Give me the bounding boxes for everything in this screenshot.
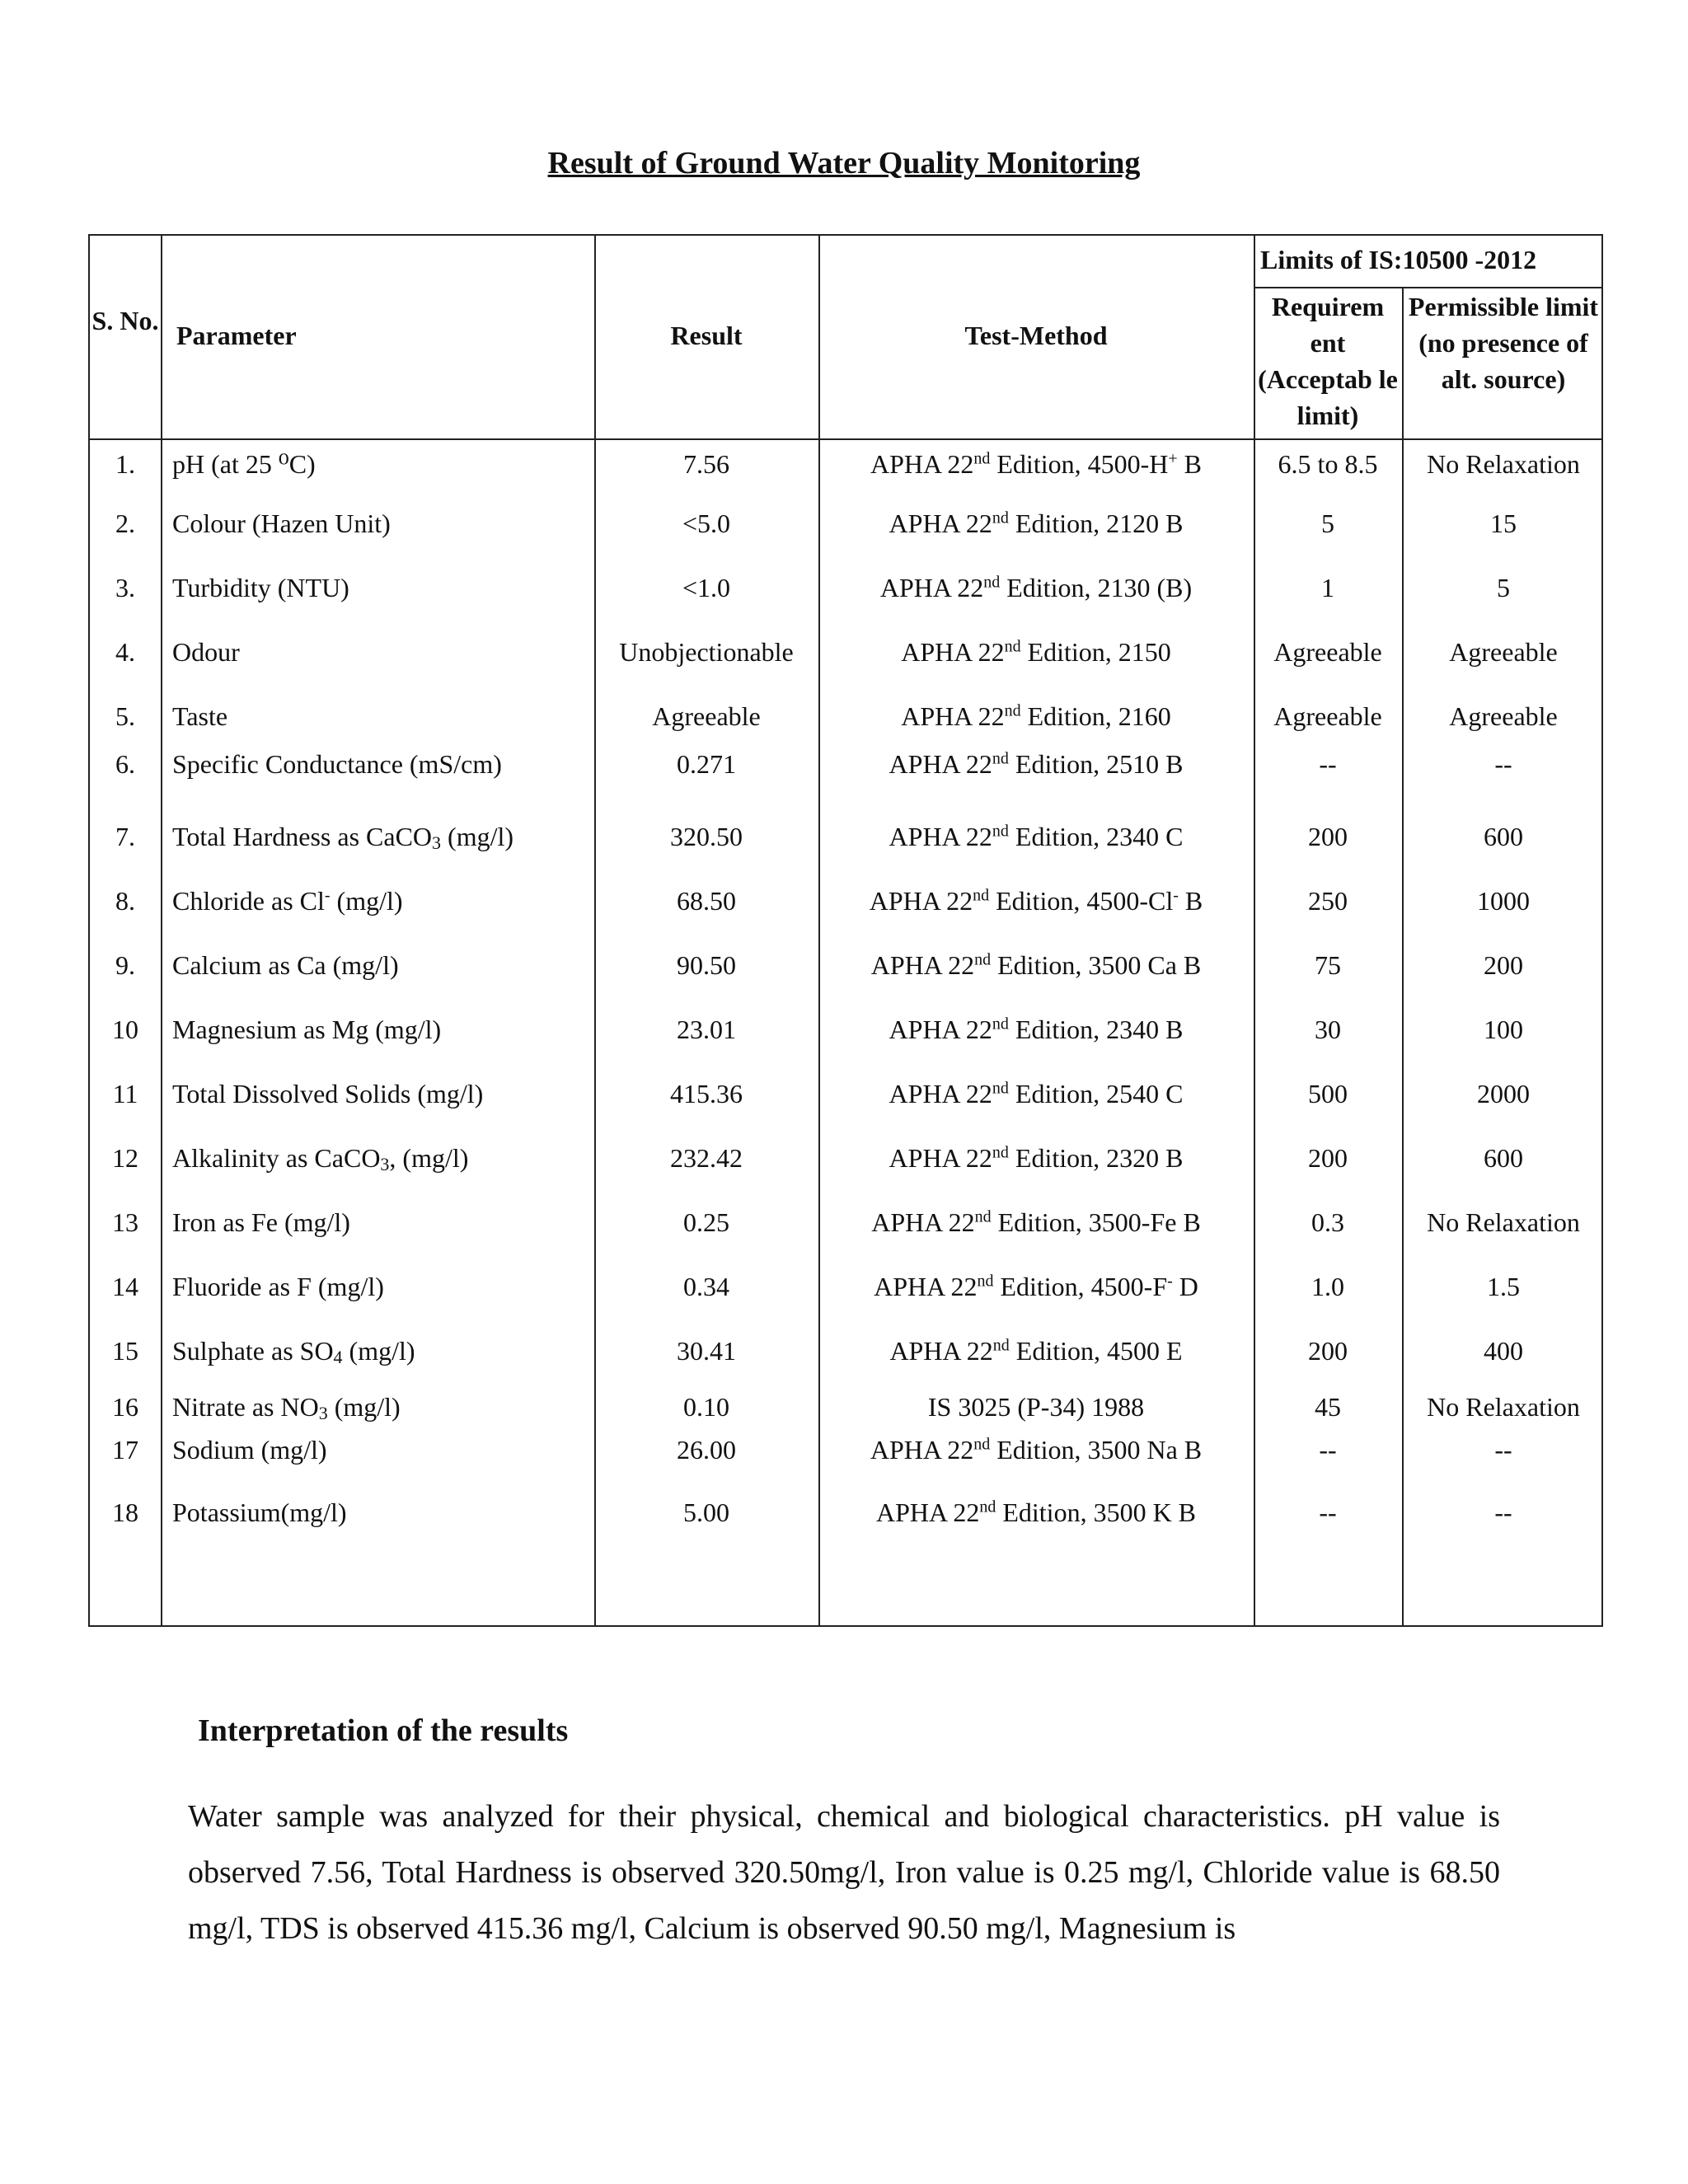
table-cell-sno: 18 (112, 1497, 138, 1527)
table-cell-req: Agreeable (1273, 701, 1382, 731)
table-cell-req: -- (1319, 749, 1337, 779)
table-cell-result: Agreeable (652, 701, 761, 731)
table-cell-req: 5 (1321, 509, 1334, 538)
table-cell-result: 26.00 (677, 1435, 736, 1465)
table-cell-req: 200 (1308, 822, 1348, 851)
table-cell-parameter: pH (at 25 ⁰C) (172, 449, 316, 479)
table-cell-parameter: Chloride as Cl- (mg/l) (172, 886, 403, 916)
table-cell-req: 200 (1308, 1143, 1348, 1173)
header-parameter: Parameter (176, 321, 297, 350)
table-cell-method: APHA 22nd Edition, 4500-H+ B (870, 449, 1202, 479)
table-cell-req: 250 (1308, 886, 1348, 916)
table-cell-parameter: Taste (172, 701, 228, 731)
table-cell-result: 320.50 (670, 822, 743, 851)
table-cell-perm: No Relaxation (1427, 449, 1580, 479)
section-heading: Interpretation of the results (198, 1713, 569, 1748)
table-cell-sno: 14 (112, 1272, 138, 1301)
table-cell-req: 30 (1315, 1015, 1341, 1044)
table-cell-sno: 2. (115, 509, 135, 538)
table-cell-result: 0.34 (683, 1272, 729, 1301)
table-cell-sno: 11 (112, 1079, 138, 1108)
table-cell-method: APHA 22nd Edition, 3500 Na B (870, 1435, 1203, 1465)
table-cell-method: APHA 22nd Edition, 2150 (901, 637, 1171, 667)
table-cell-parameter: Total Hardness as CaCO$_3$ (mg/l) (172, 822, 514, 853)
table-cell-perm: No Relaxation (1427, 1392, 1580, 1422)
table-cell-sno: 12 (112, 1143, 138, 1173)
table-cell-method: APHA 22nd Edition, 3500-Fe B (871, 1207, 1201, 1237)
table-cell-method: APHA 22nd Edition, 3500 Ca B (870, 950, 1202, 980)
table-cell-req: -- (1319, 1497, 1337, 1527)
table-cell-sno: 13 (112, 1207, 138, 1237)
table-cell-perm: 600 (1484, 1143, 1523, 1173)
table-cell-perm: 600 (1484, 822, 1523, 851)
table-cell-perm: -- (1494, 749, 1512, 779)
table-cell-perm: 1000 (1477, 886, 1530, 916)
table-cell-req: 6.5 to 8.5 (1278, 449, 1378, 479)
table-cell-result: 7.56 (683, 449, 729, 479)
table-cell-perm: 2000 (1477, 1079, 1530, 1108)
table-cell-method: IS 3025 (P-34) 1988 (927, 1392, 1145, 1422)
header-result: Result (670, 321, 743, 350)
table-cell-perm: 5 (1497, 573, 1510, 602)
table-cell-perm: -- (1494, 1435, 1512, 1465)
table-cell-parameter: Nitrate as $NO_3$ (mg/l) (172, 1392, 401, 1423)
table-cell-result: <5.0 (682, 509, 731, 538)
table-cell-parameter: Iron as Fe (mg/l) (172, 1207, 350, 1237)
table-cell-result: 23.01 (677, 1015, 736, 1044)
table-cell-sno: 15 (112, 1336, 138, 1366)
table-cell-req: 0.3 (1311, 1207, 1344, 1237)
table-cell-parameter: Fluoride as F (mg/l) (172, 1272, 384, 1301)
table-cell-method: APHA 22nd Edition, 2320 B (889, 1143, 1184, 1173)
table-cell-perm: 1.5 (1487, 1272, 1520, 1301)
table-cell-parameter: Turbidity (NTU) (172, 573, 349, 602)
table-cell-sno: 8. (115, 886, 135, 916)
header-limits: Limits of IS:10500 -2012 (1260, 245, 1537, 274)
header-permissible: Permissible limit (no presence of alt. source) (1408, 292, 1599, 394)
table-cell-method: APHA 22nd Edition, 4500-Cl- B (869, 886, 1203, 916)
table-cell-req: 200 (1308, 1336, 1348, 1366)
table-cell-parameter: Total Dissolved Solids (mg/l) (172, 1079, 484, 1108)
table-cell-req: 500 (1308, 1079, 1348, 1108)
table-cell-method: APHA 22nd Edition, 2130 (B) (879, 573, 1193, 602)
table-cell-req: 75 (1315, 950, 1341, 980)
table-cell-perm: 100 (1484, 1015, 1523, 1044)
table-cell-result: 232.42 (670, 1143, 743, 1173)
table-cell-req: 45 (1315, 1392, 1341, 1422)
table-cell-result: 5.00 (683, 1497, 729, 1527)
table-cell-result: 68.50 (677, 886, 736, 916)
table-cell-sno: 10 (112, 1015, 138, 1044)
table-cell-sno: 5. (115, 701, 135, 731)
table-cell-method: APHA 22nd Edition, 4500 E (889, 1336, 1183, 1366)
table-cell-req: 1.0 (1311, 1272, 1344, 1301)
table-cell-result: <1.0 (682, 573, 731, 602)
table-cell-method: APHA 22nd Edition, 3500 K B (875, 1497, 1197, 1527)
header-test-method: Test-Method (964, 321, 1108, 350)
table-cell-parameter: Potassium(mg/l) (172, 1497, 347, 1527)
table-cell-parameter: Calcium as Ca (mg/l) (172, 950, 399, 980)
header-requirement: Requirem ent (Acceptab le limit) (1258, 292, 1398, 430)
water-quality-table (88, 234, 1603, 1627)
table-cell-result: 0.10 (683, 1392, 729, 1422)
column-divider (161, 236, 162, 1625)
table-cell-result: 30.41 (677, 1336, 736, 1366)
table-cell-method: APHA 22nd Edition, 2340 B (889, 1015, 1184, 1044)
table-cell-result: 0.25 (683, 1207, 729, 1237)
table-cell-sno: 4. (115, 637, 135, 667)
table-cell-sno: 6. (115, 749, 135, 779)
table-cell-sno: 17 (112, 1435, 138, 1465)
table-cell-parameter: Magnesium as Mg (mg/l) (172, 1015, 442, 1044)
table-cell-parameter: Colour (Hazen Unit) (172, 509, 391, 538)
table-cell-perm: 15 (1490, 509, 1517, 538)
table-cell-parameter: Alkalinity as CaCO$_3$, (mg/l) (172, 1143, 469, 1174)
table-cell-parameter: Specific Conductance (mS/cm) (172, 749, 502, 779)
table-cell-method: APHA 22nd Edition, 2120 B (889, 509, 1184, 538)
page-title: Result of Ground Water Quality Monitoring (547, 146, 1141, 180)
table-cell-method: APHA 22nd Edition, 2510 B (889, 749, 1184, 779)
table-cell-result: 415.36 (670, 1079, 743, 1108)
table-cell-perm: -- (1494, 1497, 1512, 1527)
table-cell-perm: No Relaxation (1427, 1207, 1580, 1237)
table-cell-perm: Agreeable (1449, 637, 1558, 667)
table-cell-sno: 3. (115, 573, 135, 602)
interpretation-paragraph: Water sample was analyzed for their physical, chemical and biological characteristics. pH value is observed 7.56, Total Hardness is observed 320.50mg/l, Iron value is 0.25 mg/l, Chloride value is 68.50 mg/l, TDS is observed 415.36 mg/l, Calcium is observed 90.50 mg/l, Magnesium is (188, 1799, 1500, 1946)
table-cell-sno: 16 (112, 1392, 138, 1422)
table-cell-sno: 7. (115, 822, 135, 851)
table-cell-sno: 9. (115, 950, 135, 980)
table-cell-perm: 400 (1484, 1336, 1523, 1366)
table-cell-result: 90.50 (677, 950, 736, 980)
table-cell-sno: 1. (115, 449, 135, 479)
table-cell-perm: 200 (1484, 950, 1523, 980)
table-cell-req: -- (1319, 1435, 1337, 1465)
header-divider (90, 438, 1601, 440)
table-cell-req: Agreeable (1273, 637, 1382, 667)
table-cell-parameter: Sulphate as $SO_4$ (mg/l) (172, 1336, 415, 1367)
table-cell-req: 1 (1321, 573, 1334, 602)
table-cell-result: 0.271 (677, 749, 736, 779)
table-cell-method: APHA 22nd Edition, 2160 (901, 701, 1171, 731)
table-cell-parameter: Odour (172, 637, 240, 667)
header-sno: S. No. (91, 306, 159, 335)
table-cell-result: Unobjectionable (619, 637, 794, 667)
table-cell-method: APHA 22nd Edition, 2540 C (889, 1079, 1184, 1108)
table-cell-perm: Agreeable (1449, 701, 1558, 731)
table-cell-method: APHA 22nd Edition, 2340 C (889, 822, 1184, 851)
table-cell-method: APHA 22nd Edition, 4500-F- D (874, 1272, 1198, 1301)
table-cell-parameter: Sodium (mg/l) (172, 1435, 327, 1465)
